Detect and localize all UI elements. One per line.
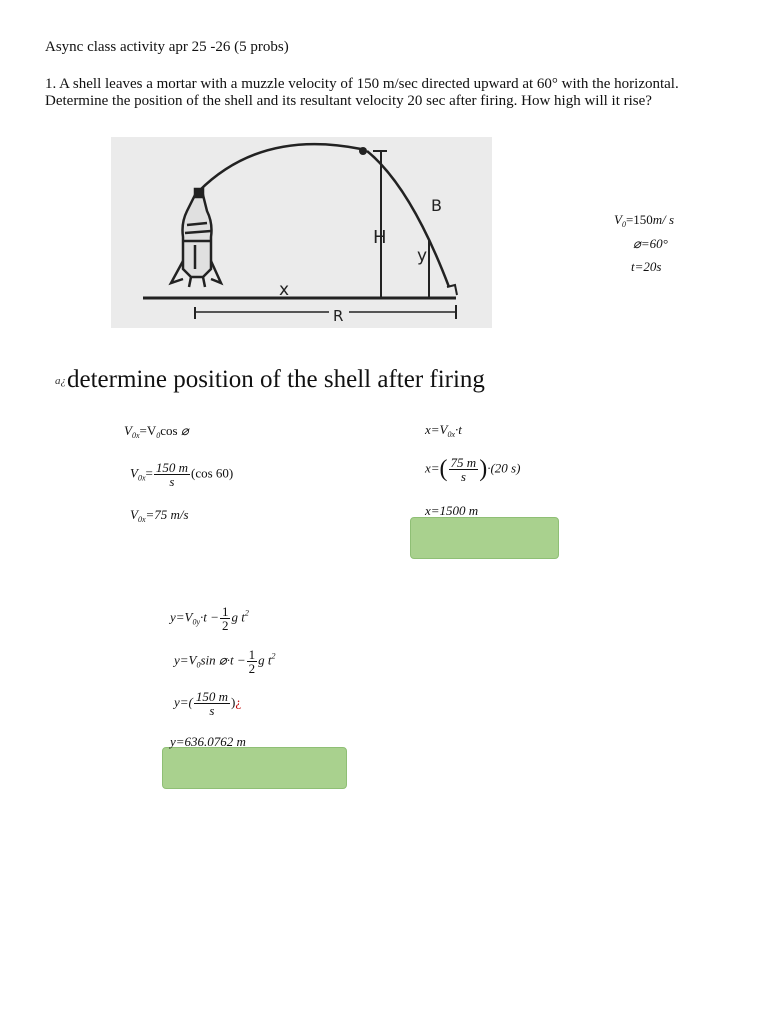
eq-vox-result: $V_{0x}=75$ m/s [130,507,189,524]
eq-vox-formula: $V_{0x}=V_0\cos$ ⌀ [124,423,189,440]
mortar-icon [171,189,221,287]
eq-y-substitution: y=( $\frac{150 m}{s}$ )¿ [174,689,242,718]
apex-point [359,147,367,155]
given-velocity: $V_0=150m/$ s [614,212,675,229]
eq-y-formula: $y=V_{0y}\cdot t$ − $\frac{1}{2}$ g $t^2$ [170,604,249,633]
problem-statement: 1. A shell leaves a mortar with a muzzle velocity of 150 m/sec directed upward at 60° with the horizontal. Determine the position of the shell and its resultant velocity 20 sec after firing. How high will it rise? [45,76,679,109]
label-h: H [373,227,387,248]
eq-x-formula: $x=V_{0x}\cdot t$ [425,422,462,439]
label-y: y [417,246,428,266]
label-b: B [431,196,442,215]
descent-arc [367,151,449,287]
eq-vox-substitution: $V_{0x}=$ $\frac{150 m}{s}$ (cos 60) [130,460,234,489]
label-r: R [333,307,344,325]
label-x: x [279,280,290,300]
y-answer-highlight [162,747,347,789]
heading-text: determine position of the shell after firing [67,366,485,393]
heading-prefix: a¿ [55,375,66,387]
trajectory-sketch [111,137,492,328]
page-title: Async class activity apr 25 -26 (5 probs) [45,39,289,55]
eq-x-result: x=1500 m [425,503,479,518]
trajectory-arc [199,144,361,191]
x-answer-highlight [410,517,559,559]
eq-x-substitution: x=( $\frac{75 m}{s}$ )·(20 s) [425,455,521,484]
given-time: t=20s [631,259,662,274]
trajectory-figure [111,137,492,328]
eq-y-expanded: $y=V_0\sin$ ⌀·t − $\frac{1}{2}$ g $t^2$ [174,647,276,676]
eq-y-result: y=636.0762 m [170,734,246,749]
given-angle: ⌀=60° [633,236,668,251]
section-heading [55,366,485,394]
